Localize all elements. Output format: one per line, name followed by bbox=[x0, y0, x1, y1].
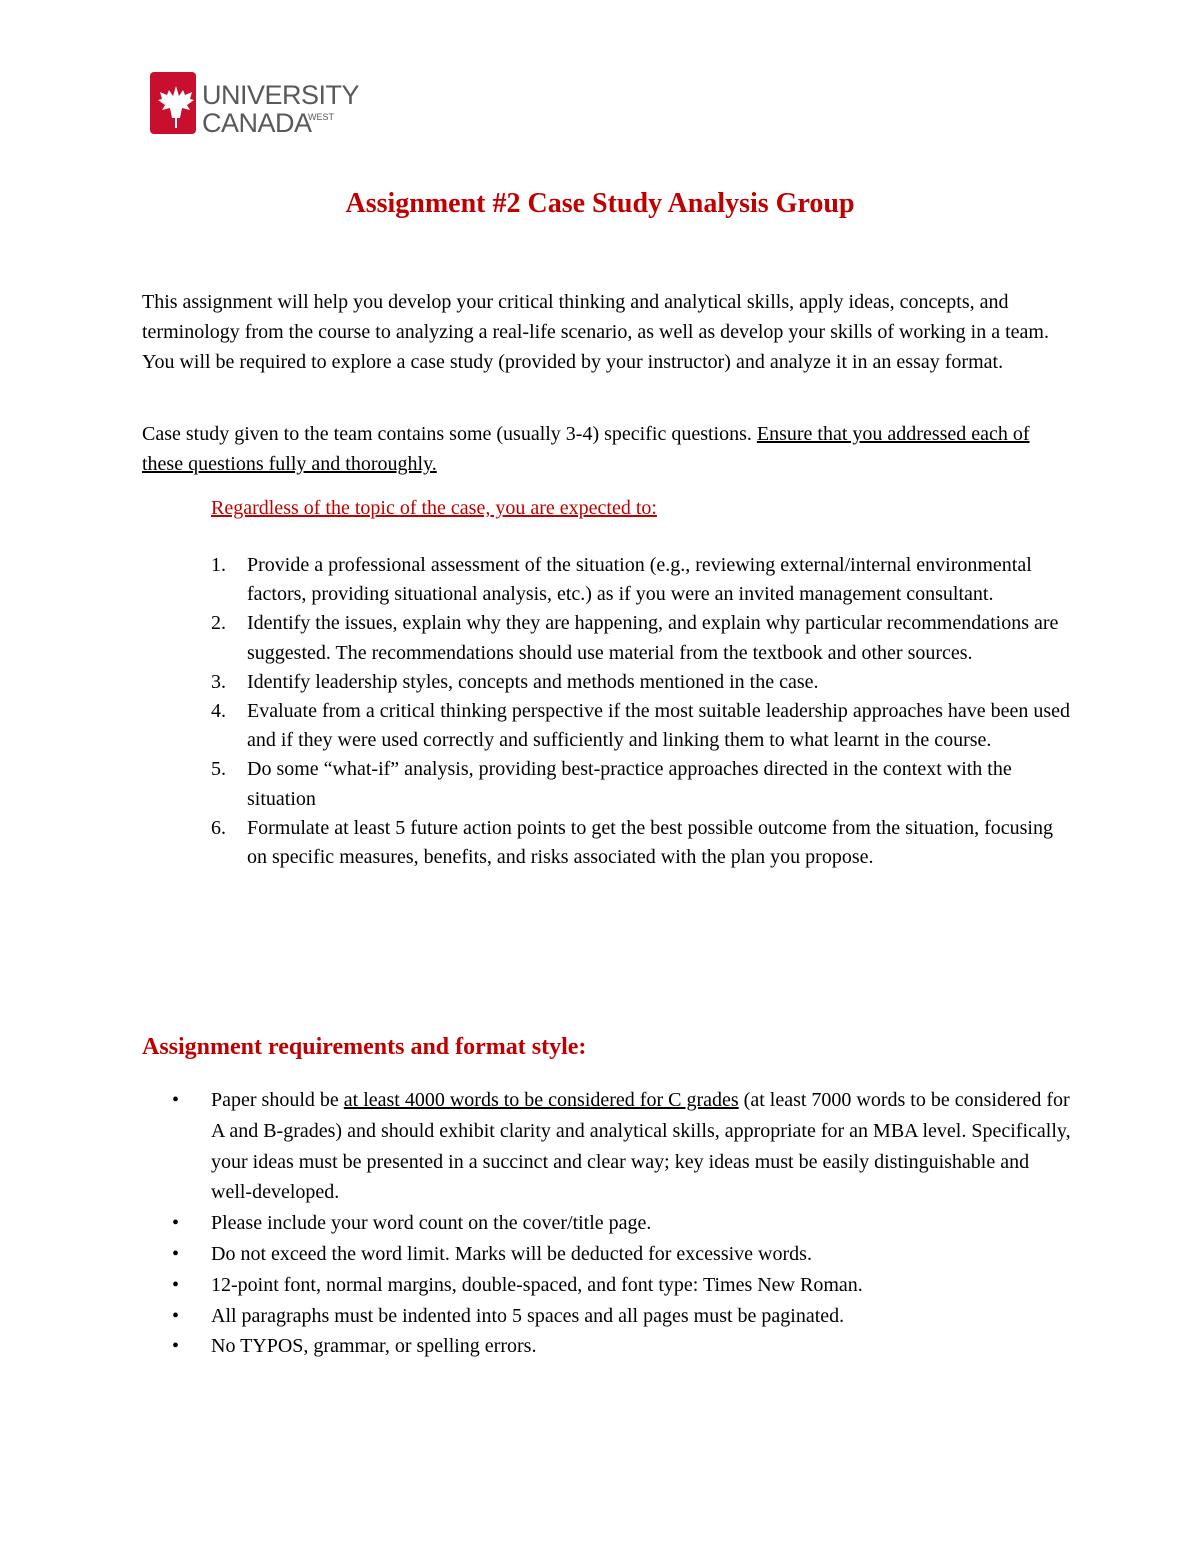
logo-line-west: WEST bbox=[308, 112, 334, 122]
logo-line-university: UNIVERSITY bbox=[202, 80, 360, 110]
list-item-text: Identify leadership styles, concepts and methods mentioned in the case. bbox=[247, 670, 819, 693]
logo-line-canada: CANADA bbox=[202, 108, 312, 138]
req1-underlined-text: at least 4000 words to be considered for C grades bbox=[343, 1089, 739, 1111]
list-item bbox=[142, 1085, 1072, 1208]
list-item-number: 1. bbox=[211, 554, 226, 576]
expectations-list bbox=[211, 551, 1071, 872]
bullet-icon: • bbox=[172, 1273, 180, 1296]
list-item-number: 4. bbox=[211, 700, 226, 723]
bullet-icon: • bbox=[172, 1089, 180, 1111]
list-item-text: All paragraphs must be indented into 5 spaces and all pages must be paginated. bbox=[211, 1304, 845, 1327]
case-study-paragraph bbox=[142, 419, 1062, 479]
list-item-text: Please include your word count on the cover/title page. bbox=[211, 1212, 652, 1235]
university-logo bbox=[150, 72, 360, 142]
case-study-text: Case study given to the team contains some (usually 3-4) specific questions. bbox=[142, 423, 757, 445]
bullet-icon: • bbox=[172, 1212, 180, 1235]
list-item-text: Provide a professional assessment of the situation (e.g., reviewing external/internal environmental factors, providing situational analysis, etc.) as if you were an invited management consultant. bbox=[247, 554, 1032, 606]
list-item bbox=[142, 1331, 1072, 1362]
list-item-text: Formulate at least 5 future action points to get the best possible outcome from the situation, focusing on specific measures, benefits, and risks associated with the plan you propose. bbox=[247, 816, 1053, 869]
list-item-text: No TYPOS, grammar, or spelling errors. bbox=[211, 1335, 537, 1358]
list-item bbox=[211, 755, 1071, 813]
list-item bbox=[211, 668, 1071, 697]
bullet-icon: • bbox=[172, 1304, 180, 1327]
req1-text-pre: Paper should be bbox=[211, 1089, 344, 1111]
expectations-heading: Regardless of the topic of the case, you are expected to: bbox=[211, 497, 657, 519]
list-item bbox=[211, 814, 1071, 872]
list-item bbox=[142, 1301, 1072, 1332]
page-title: Assignment #2 Case Study Analysis Group bbox=[345, 188, 855, 219]
list-item bbox=[211, 609, 1071, 667]
list-item-text: Do not exceed the word limit. Marks will be deducted for excessive words. bbox=[211, 1242, 812, 1265]
list-item-text: Identify the issues, explain why they are happening, and explain why particular recommendations are suggested. The recommendations should use material from the textbook and other sources. bbox=[247, 612, 1059, 664]
list-item bbox=[211, 551, 1071, 609]
case-study-underlined-text: Ensure that you addressed each of these questions fully and thoroughly. bbox=[142, 423, 1030, 475]
list-item-number: 3. bbox=[211, 670, 226, 693]
intro-paragraph: This assignment will help you develop your critical thinking and analytical skills, apply ideas, concepts, and terminology from the course to analyzing a real-life scenario, as well as develop your skills of working in a team. You will be required to explore a case study (provided by your instructor) and analyze it in an essay format. bbox=[142, 291, 1049, 373]
bullet-icon: • bbox=[172, 1242, 180, 1265]
requirements-list bbox=[142, 1085, 1072, 1362]
list-item bbox=[142, 1208, 1072, 1239]
list-item-text: 12-point font, normal margins, double-spaced, and font type: Times New Roman. bbox=[211, 1273, 863, 1296]
req1-text-post: (at least 7000 words to be considered for A and B-grades) and should exhibit clarity and analytical skills, appropriate for an MBA level. Specifically, your ideas must be presented in a succinct and clear way; key ideas must be easily distinguishable and well-developed. bbox=[211, 1089, 1071, 1204]
list-item bbox=[142, 1270, 1072, 1301]
list-item-number: 5. bbox=[211, 758, 226, 781]
list-item-number: 6. bbox=[211, 816, 226, 839]
maple-leaf-logo-mark bbox=[150, 72, 200, 136]
bullet-icon: • bbox=[172, 1335, 180, 1358]
list-item bbox=[142, 1239, 1072, 1270]
list-item-text: Evaluate from a critical thinking perspective if the most suitable leadership approaches have been used and if they were used correctly and sufficiently and linking them to what learnt in the course. bbox=[247, 700, 1071, 752]
list-item-text: Do some “what-if” analysis, providing best-practice approaches directed in the context with the situation bbox=[247, 758, 1012, 810]
list-item-number: 2. bbox=[211, 612, 226, 635]
list-item bbox=[211, 697, 1071, 755]
requirements-heading: Assignment requirements and format style: bbox=[142, 1034, 587, 1060]
